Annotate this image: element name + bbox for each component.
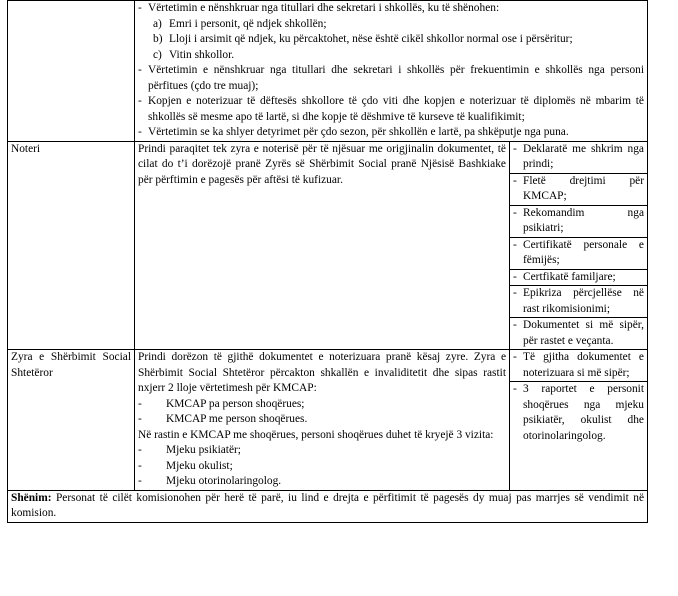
list-item: - Deklaratë me shkrim nga prindi;	[510, 142, 647, 174]
list-item: - Vërtetimin se ka shlyer detyrimet për çdo sezon, për shkollën e lartë, pa shkëputje nga puna.	[138, 126, 569, 138]
note-text: Personat të cilët komisionohen për herë të parë, iu lind e drejta e përfitimit të pagesës dy muaj pas marrjes së vendimit në komision.	[11, 491, 644, 519]
list-item: - Mjeku psikiatër;	[138, 444, 241, 456]
list-item: - Epikriza përcjellëse në rast rikomisionimi;	[510, 286, 647, 318]
note-cell	[8, 490, 648, 522]
list-item: - Certfikatë familjare;	[510, 270, 647, 287]
list-item: b) Lloji i arsimit që ndjek, ku përcaktohet, nëse është cikël shkollor normal ose i përsëritur;	[153, 33, 573, 45]
list-item: - Dokumentet si më sipër, për rastet e veçanta.	[513, 319, 644, 347]
empty-label-cell	[8, 1, 135, 142]
list-item: - KMCAP pa person shoqërues;	[138, 397, 305, 410]
list-item: a) Emri i personit, që ndjek shkollën;	[153, 17, 327, 30]
procedure-table	[7, 0, 648, 523]
list-item: - KMCAP me person shoqërues.	[138, 413, 308, 425]
list-item: - Mjeku otorinolaringolog.	[138, 475, 282, 487]
list-item: - Fletë drejtimi për KMCAP;	[510, 174, 647, 206]
document-page	[7, 0, 648, 523]
note-label: Shënim:	[11, 491, 52, 504]
noteri-description: Prindi paraqitet tek zyra e noterisë për të njësuar me origjinalin dokumentet, të cilat do t’i dorëzojë pranë Zyrës së Shërbimit Social pranë Njësisë Bashkiake për përftimin e pagesës për aftësi të kufizuar.	[135, 141, 510, 350]
list-item: - Të gjitha dokumentet e noterizuara si më sipër;	[510, 350, 647, 382]
list-item: - Rekomandim nga psikiatri;	[510, 206, 647, 238]
zyra-visits-text: Në rastin e KMCAP me shoqërues, personi shoqërues duhet të kryejë 3 vizita:	[138, 428, 494, 441]
list-item: - Certifikatë personale e fëmijës;	[510, 238, 647, 270]
table-row-noteri	[8, 141, 648, 350]
list-item: - Vërtetimin e nënshkruar nga titullari dhe sekretari i shkollës për frekuentimin e shkollës nga personi përfitues (çdo tre muaj);	[138, 64, 644, 92]
zyra-description-text: Prindi dorëzon të gjithë dokumentet e noterizuara pranë kësaj zyre. Zyra e Shërbimit Social Shtetëror përcakton shkallën e invaliditetit dhe sipas rastit nxjerr 2 lloje vërtetimesh për KMCAP:	[138, 351, 506, 394]
list-item: - 3 raportet e personit shoqërues nga mjeku psikiatër, okulist dhe otorinolaringolog.	[513, 383, 644, 442]
list-item: c) Vitin shkollor.	[153, 48, 235, 61]
noteri-documents	[510, 141, 648, 350]
school-documents-cell	[135, 1, 648, 142]
list-item: - Kopjen e noterizuar të dëftesës shkollore të çdo viti dhe kopjen e noterizuar të diplomës në mbarim të shkollës së mesme apo të lartë, si dhe kopje të dëshmive të kurseve të kualifikimit;	[138, 95, 644, 123]
row-label-noteri: Noteri	[8, 141, 135, 350]
row-label-zyra: Zyra e Shërbimit Social Shtetëror	[8, 350, 135, 491]
zyra-description	[135, 350, 510, 491]
table-row-zyra	[8, 350, 648, 491]
table-row-note	[8, 490, 648, 522]
list-item: - Vërtetimin e nënshkruar nga titullari dhe sekretari i shkollës, ku të shënohen:	[138, 2, 500, 14]
list-item: - Mjeku okulist;	[138, 459, 233, 472]
table-row-school-documents	[8, 1, 648, 142]
zyra-documents	[510, 350, 648, 491]
